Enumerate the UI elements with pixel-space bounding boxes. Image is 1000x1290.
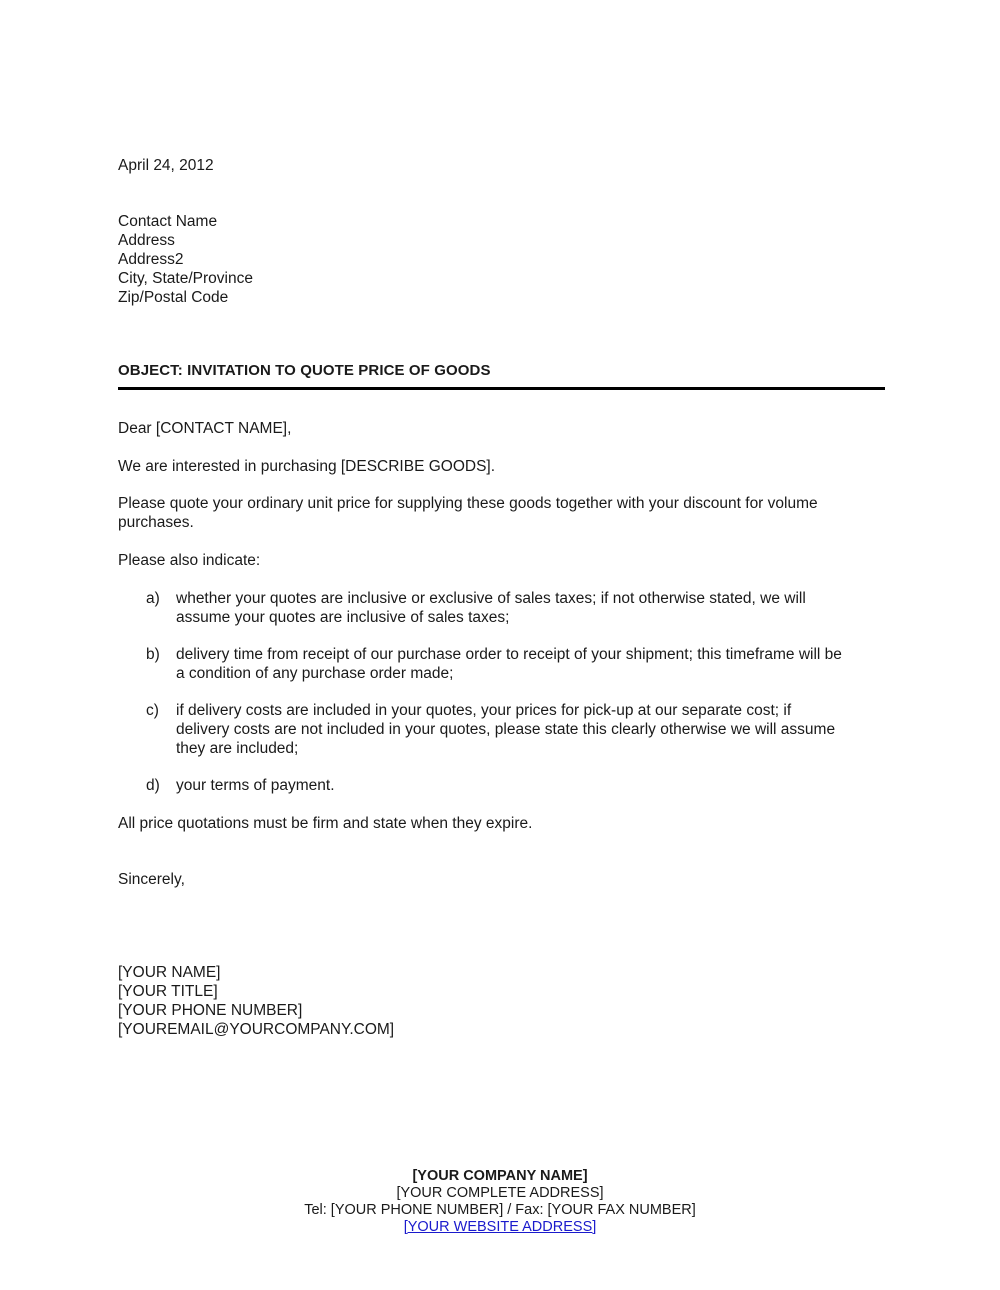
signature-phone: [YOUR PHONE NUMBER] (118, 1002, 303, 1019)
recipient-address2: Address2 (118, 251, 184, 268)
list-item-c-line2: delivery costs are not included in your quotes, please state this clearly otherwise we will assume (176, 721, 836, 738)
footer-contact: Tel: [YOUR PHONE NUMBER] / Fax: [YOUR FAX NUMBER] (304, 1202, 696, 1218)
subject-divider (118, 387, 885, 390)
list-marker: d) (146, 777, 160, 794)
footer (0, 1168, 1000, 1236)
list-item-d-line1: your terms of payment. (176, 777, 335, 794)
recipient-city: City, State/Province (118, 270, 253, 287)
footer-company-name: [YOUR COMPANY NAME] (412, 1168, 588, 1184)
closing: Sincerely, (118, 871, 185, 888)
footer-website-link[interactable]: [YOUR WEBSITE ADDRESS] (403, 1219, 597, 1235)
recipient-zip: Zip/Postal Code (118, 289, 229, 306)
recipient-name: Contact Name (118, 213, 218, 230)
signature-title: [YOUR TITLE] (118, 983, 218, 1000)
letter-date: April 24, 2012 (118, 157, 214, 174)
list-item-c-line1: if delivery costs are included in your quotes, your prices for pick-up at our separate cost; if (176, 702, 792, 719)
list-item-a-line1: whether your quotes are inclusive or exclusive of sales taxes; if not otherwise stated, we will (176, 590, 806, 607)
footer-address: [YOUR COMPLETE ADDRESS] (396, 1185, 604, 1201)
recipient-address: Address (118, 232, 175, 249)
list-item-c-line3: they are included; (176, 740, 299, 757)
signature-email: [YOUREMAIL@YOURCOMPANY.COM] (118, 1021, 395, 1038)
list-item-b-line2: a condition of any purchase order made; (176, 665, 454, 682)
paragraph-indicate: Please also indicate: (118, 552, 261, 569)
list-item-a-line2: assume your quotes are inclusive of sales taxes; (176, 609, 510, 626)
paragraph-quote-line1: Please quote your ordinary unit price for supplying these goods together with your discount for volume (118, 495, 818, 512)
paragraph-quote-line2: purchases. (118, 514, 194, 531)
letter-subject: OBJECT: INVITATION TO QUOTE PRICE OF GOODS (118, 362, 491, 379)
list-marker: a) (146, 590, 160, 607)
paragraph-interest: We are interested in purchasing [DESCRIBE GOODS]. (118, 458, 496, 475)
list-item-b-line1: delivery time from receipt of our purchase order to receipt of your shipment; this timeframe will be (176, 646, 842, 663)
salutation: Dear [CONTACT NAME], (118, 420, 292, 437)
list-marker: b) (146, 646, 160, 663)
signature-name: [YOUR NAME] (118, 964, 221, 981)
list-marker: c) (146, 702, 159, 719)
closing-paragraph: All price quotations must be firm and state when they expire. (118, 815, 533, 832)
